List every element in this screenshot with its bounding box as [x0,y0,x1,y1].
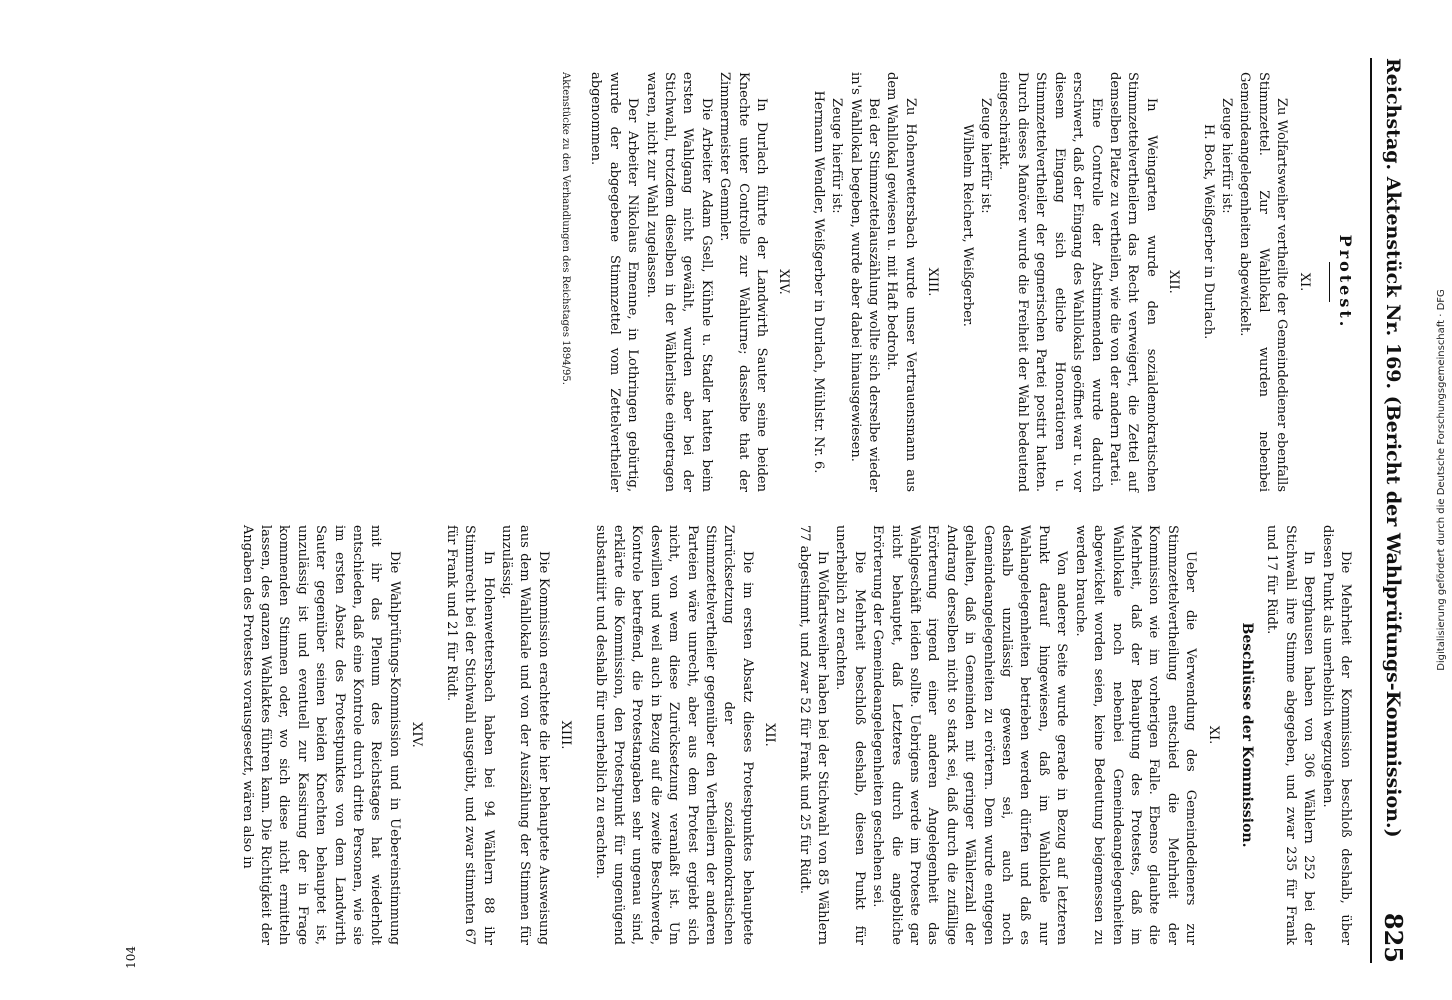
paragraph: Die Kommission erachtete die hier behauptete Ausweisung aus dem Wahllokale und von der Auszählung der Stimmen für unzulässig. [498,525,551,945]
witness-line: Zeuge hierfür ist: [829,98,845,214]
paragraph: Zu Wolfartsweiher vertheilte der Gemeindediener ebenfalls Stimmzettel. Zur Wahllokal wurden nebenbei Gemeindeangelegenheiten abgewickelt. [1237,72,1290,492]
dfg-credit: Digitalisierung gefördert durch die Deutsche Forschungsgemeinschaft · DFG [1436,289,1447,671]
section-numeral: XIV. [776,269,792,295]
header-page-number: 825 [1379,912,1408,963]
paragraph: Der Arbeiter Nikolaus Emenne, in Lothringen gebürtig, wurde der abgegebene Stimmzettel vom Zettelvertheiler abgenommen. [588,72,641,492]
resolutions-heading: Beschlüsse der Kommission. [1238,622,1255,848]
paragraph: Die Mehrheit beschloß deshalb, diesen Punkt für unerheblich zu erachten. [833,525,867,945]
section-numeral: XIV. [409,722,425,748]
section-numeral: XIII. [925,267,941,297]
paragraph: Die im ersten Absatz dieses Protestpunktes behauptete Zurücksetzung der sozialdemokratischen Stimmzettelvertheiler gegenüber den Vertheilern der anderen Parteien wäre unrecht, aber aus dem Protest ergiebt sich nicht, von wem diese Zurücksetzung veranlaßt ist. Um deswillen und weil auch in Bezug auf die zweite Beschwerde, Kontrole betreffend, die Protestangaben sehr ungenau sind, erklärte die Kommission, den Protestpunkt für ungenügend substantiirt und deshalb für unerheblich zu erachten. [592,525,755,945]
witness-line: Zeuge hierfür ist: [978,98,994,214]
page-signature: 104 [124,946,138,969]
section-numeral: XI. [1296,272,1312,292]
paragraph: In Durlach führte der Landwirth Sauter seine beiden Knechte unter Controlle zur Wahlurne; dasselbe that der Zimmermeister Gemmler. [717,72,770,492]
witness-line: Zeuge hierfür ist: [1218,98,1234,214]
section-numeral: XIII. [558,720,574,750]
heading-divider [1329,262,1330,302]
header-title: Reichstag. Aktenstück Nr. 169. (Bericht der Wahlprüfungs-Kommission.) [1382,58,1404,838]
paragraph: Die Mehrheit der Kommission beschloß deshalb, über diesen Punkt als unerheblich wegzugehen. [1319,525,1353,945]
left-column [556,72,1354,492]
right-column [237,525,1354,945]
paragraph: Die Arbeiter Adam Gsell, Kühnle u. Stadler hatten beim ersten Wahlgang nicht gewählt, wurden aber bei der Stichwahl, trotzdem dieselben in der Wählerliste eingetragen waren, nicht zur Wahl zugelassen. [643,72,714,492]
dfg-side-note [1406,0,1447,1000]
protest-heading: Protest. [1336,234,1355,330]
section-numeral: XII. [1166,270,1182,294]
section-numeral: XII. [762,723,778,747]
paragraph: Zu Hohenwettersbach wurde unser Vertrauensmann aus dem Wahllokal gewiesen u. mit Haft bedroht. [884,72,918,492]
paragraph: In Weingarten wurde den sozialdemokratischen Stimmzettelvertheilern das Recht verweigert, die Zettel auf demselben Platze zu vertheilen, wie die von der andern Partei. [1106,72,1159,492]
header-rule [1370,58,1372,963]
paragraph: Ueber die Verwendung des Gemeindedieners zur Stimmzettelvertheilung entschied die Mehrheit der Kommission wie im vorherigen Falle. Ebenso glaubte die Mehrheit, daß der Behauptung des Protestes, daß im Wahllokale noch nebenbei Gemeindeangelegenheiten abgewickelt worden seien, keine Bedeutung beigemessen zu werden brauche. [1072,525,1199,945]
paragraph: Von anderer Seite wurde gerade in Bezug auf letzteren Punkt darauf hingewiesen, daß im Wahllokale nur Wahlangelegenheiten betrieben werden dürfen und daß es deshalb unzulässig gewesen sei, auch noch Gemeindeangelegenheiten zu erörtern. Dem wurde entgegen gehalten, daß in Gemeinden mit geringer Wählerzahl der Andrang derselben nicht so stark sei, daß durch die zufällige Erörterung irgend einer anderen Angelegenheit das Wahlgeschäft leiden sollte. Uebrigens werde im Proteste gar nicht behauptet, daß Letzteres durch die angebliche Erörterung der Gemeindeangelegenheiten geschehen sei. [870,525,1070,945]
section-numeral: XI. [1205,725,1221,745]
page-header [1374,58,1408,963]
paragraph: Eine Controlle der Abstimmenden wurde dadurch erschwert, daß der Eingang des Wahllokals geöffnet war u. vor diesem Eingang sich etliche Honoratioren u. Stimmzettelvertheiler der gegnerischen Partei postirt hatten. Durch dieses Manöver wurde die Freiheit der Wahl bedeutend eingeschränkt. [996,72,1104,492]
signature: H. Bock, Weißgerber in Durlach. [1200,124,1216,340]
paragraph: In Berghausen haben von 306 Wählern 252 bei der Stichwahl ihre Stimme abgegeben, und zwar 235 für Frank und 17 für Rüdt. [1264,525,1317,945]
paragraph: Die Wahlprüfungs-Kommission und in Uebereinstimmung mit ihr das Plenum des Reichstages hat wiederholt entschieden, daß eine Kontrole durch dritte Personen, wie sie im ersten Absatz des Protestpunktes von dem Landwirth Sauter gegenüber seinen beiden Knechten behauptet ist, unzulässig ist und eventuell zur Kassirung der in Frage kommenden Stimmen oder, wo sich diese nicht ermitteln lassen, des ganzen Wahlaktes führen kann. Die Richtigkeit der Angaben des Protestes vorausgesetzt, wären also in [239,525,402,945]
signature: Wilhelm Reichert, Weißgerber. [959,124,975,327]
page-footer: Aktenstücke zu den Verhandlungen des Reichstages 1894/95. [559,72,571,385]
paragraph: In Hohenwettersbach haben bei 94 Wählern 88 ihr Stimmrecht bei der Stichwahl ausgeübt, und zwar stimmten 67 für Frank und 21 für Rüdt. [443,525,496,945]
paragraph: Bei der Stimmzettelauszählung wollte sich derselbe wieder in's Wahllokal begeben, wurde aber dabei hinausgewiesen. [847,72,882,492]
paragraph: In Wolfartsweiher haben bei der Stichwahl von 85 Wählern 77 abgestimmt, und zwar 52 für Frank und 25 für Rüdt. [796,525,831,945]
signature: Hermann Wendler, Weißgerber in Durlach, Mühlstr. Nr. 6. [810,90,826,474]
